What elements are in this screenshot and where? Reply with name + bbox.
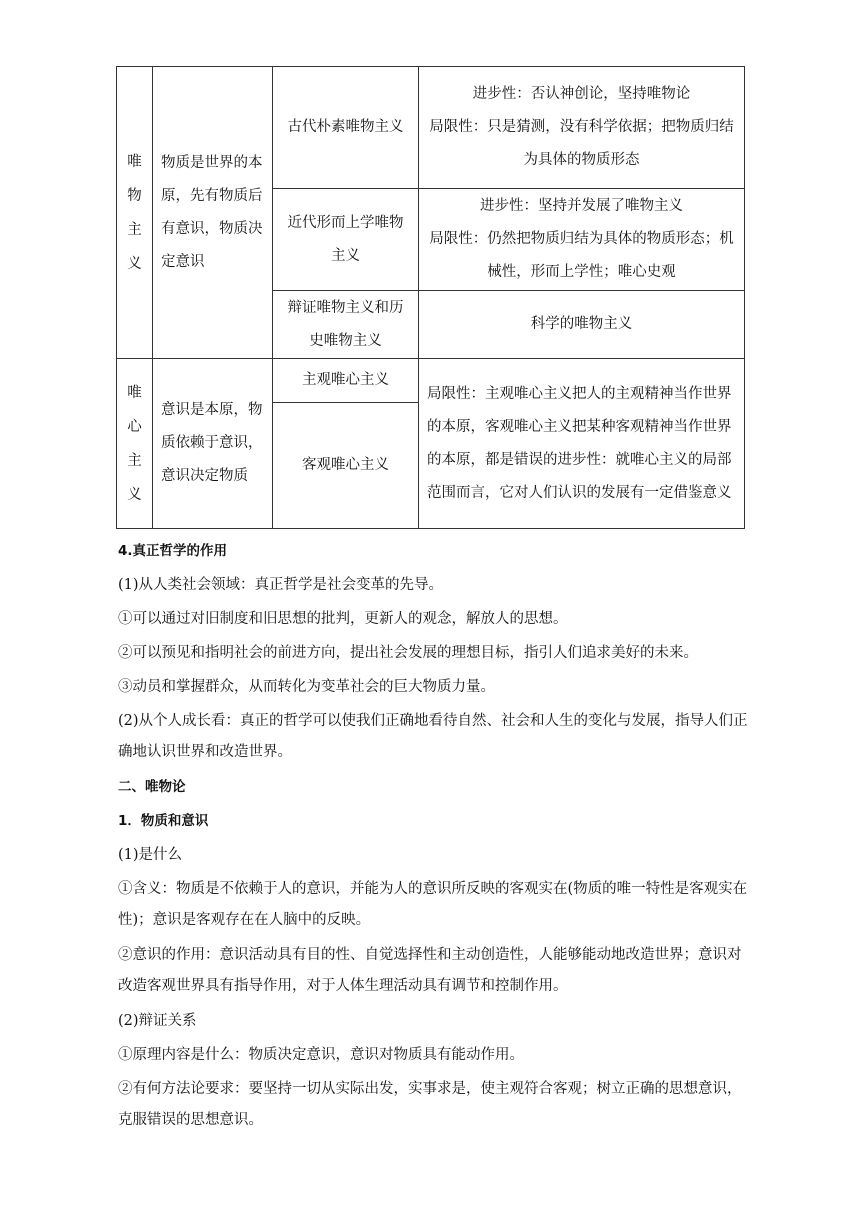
paragraph: ②意识的作用：意识活动具有目的性、自觉选择性和主动创造性，人能够能动地改造世界；意识对改造客观世界具有指导作用，对于人体生理活动具有调节和控制作用。 bbox=[118, 947, 742, 994]
idealism-evaluation: 局限性：主观唯心主义把人的主观精神当作世界的本原，客观唯心主义把某种客观精神当作世界的本原，都是错误的进步性：就唯心主义的局部范围而言，它对人们认识的发展有一定借鉴意义 bbox=[419, 359, 745, 529]
philosophy-table bbox=[116, 66, 745, 529]
form-dialectical-materialism: 辩证唯物主义和历史唯物主义 bbox=[273, 291, 419, 359]
label-char: 唯 bbox=[127, 153, 142, 170]
label-char: 义 bbox=[127, 255, 142, 272]
idealism-definition: 意识是本原，物质依赖于意识，意识决定物质 bbox=[153, 359, 273, 529]
label-char: 物 bbox=[127, 187, 142, 204]
label-char: 心 bbox=[127, 418, 142, 435]
paragraph: ①原理内容是什么：物质决定意识，意识对物质具有能动作用。 bbox=[118, 1047, 524, 1063]
label-char: 唯 bbox=[127, 384, 142, 401]
form-subjective-idealism: 主观唯心主义 bbox=[273, 359, 419, 403]
form-objective-idealism: 客观唯心主义 bbox=[273, 403, 419, 529]
paragraph: (1)从人类社会领域：真正哲学是社会变革的先导。 bbox=[118, 577, 444, 593]
heading-4: 4.真正哲学的作用 bbox=[118, 543, 228, 559]
paragraph: (1)是什么 bbox=[118, 847, 183, 863]
evaluation-dialectical: 科学的唯物主义 bbox=[419, 291, 745, 359]
paragraph: ①含义：物质是不依赖于人的意识，并能为人的意识所反映的客观实在(物质的唯一特性是客观实在性)；意识是客观存在在人脑中的反映。 bbox=[118, 881, 748, 928]
paragraph: ②有何方法论要求：要坚持一切从实际出发，实事求是，使主观符合客观；树立正确的思想意识，克服错误的思想意识。 bbox=[118, 1081, 742, 1128]
subsection-heading: 1．物质和意识 bbox=[118, 813, 209, 829]
paragraph: (2)辩证关系 bbox=[118, 1013, 197, 1029]
paragraph: ②可以预见和指明社会的前进方向，提出社会发展的理想目标，指引人们追求美好的未来。 bbox=[118, 645, 698, 661]
paragraph: ①可以通过对旧制度和旧思想的批判，更新人的观念，解放人的思想。 bbox=[118, 611, 568, 627]
idealism-label bbox=[117, 359, 153, 529]
materialism-definition: 物质是世界的本原，先有物质后有意识，物质决定意识 bbox=[153, 67, 273, 359]
form-metaphysical-materialism: 近代形而上学唯物主义 bbox=[273, 189, 419, 291]
label-char: 义 bbox=[127, 486, 142, 503]
materialism-label bbox=[117, 67, 153, 359]
form-ancient-materialism: 古代朴素唯物主义 bbox=[273, 67, 419, 189]
body-text bbox=[118, 534, 748, 1138]
table-row bbox=[117, 67, 745, 189]
section-heading: 二、唯物论 bbox=[118, 779, 186, 795]
paragraph: (2)从个人成长看：真正的哲学可以使我们正确地看待自然、社会和人生的变化与发展，指导人们正确地认识世界和改造世界。 bbox=[118, 713, 748, 760]
label-char: 主 bbox=[127, 452, 142, 469]
label-char: 主 bbox=[127, 221, 142, 238]
table-row bbox=[117, 359, 745, 403]
paragraph: ③动员和掌握群众，从而转化为变革社会的巨大物质力量。 bbox=[118, 679, 495, 695]
evaluation-ancient: 进步性：否认神创论，坚持唯物论 局限性：只是猜测，没有科学依据；把物质归结为具体的物质形态 bbox=[419, 67, 745, 189]
evaluation-metaphysical: 进步性：坚持并发展了唯物主义 局限性：仍然把物质归结为具体的物质形态；机械性，形而上学性；唯心史观 bbox=[419, 189, 745, 291]
